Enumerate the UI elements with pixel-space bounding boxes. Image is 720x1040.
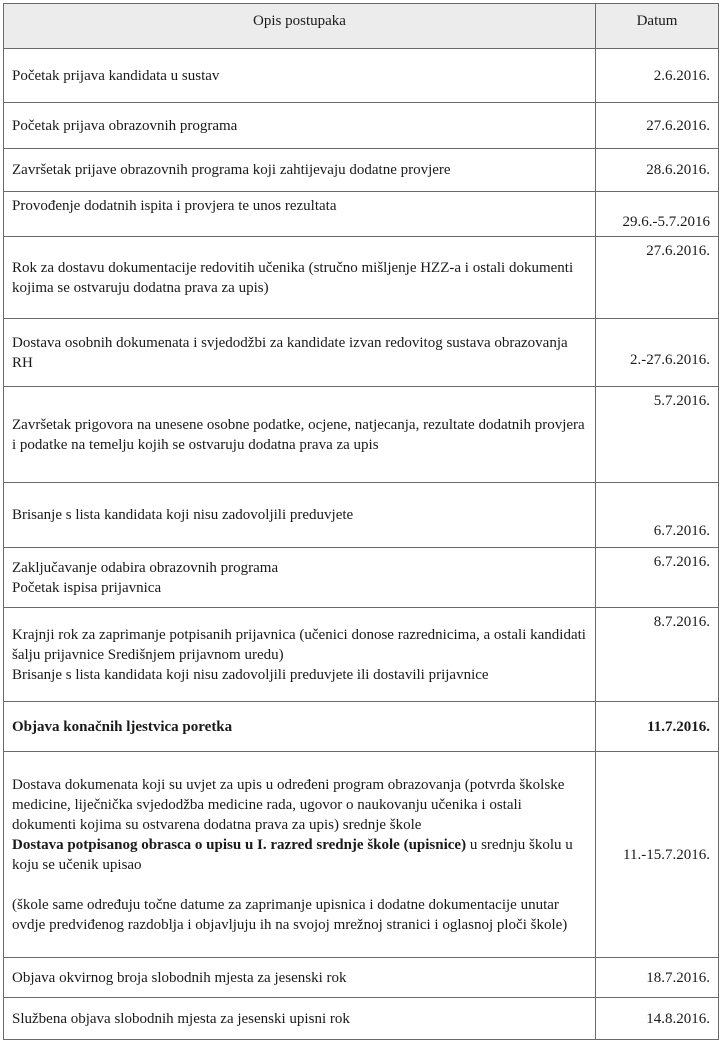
row-date: 29.6.-5.7.2016 (596, 192, 719, 237)
table-row (4, 958, 719, 998)
row-date: 14.8.2016. (596, 998, 719, 1040)
row-description: Objava konačnih ljestvica poretka (4, 702, 596, 752)
table-row (4, 608, 719, 702)
row-date: 27.6.2016. (596, 237, 719, 319)
row-date: 6.7.2016. (596, 483, 719, 548)
table-row (4, 319, 719, 387)
row-date: 11.7.2016. (596, 702, 719, 752)
row-description: Provođenje dodatnih ispita i provjera te unos rezultata (4, 192, 596, 237)
table-row (4, 483, 719, 548)
schedule-table (3, 3, 719, 1040)
row-date: 2.-27.6.2016. (596, 319, 719, 387)
row-description-note: (škole same određuju točne datume za zaprimanje upisnica i dodatne dokumentacije unutar ovdje predviđenog razdoblja i objavljuju ih na svojoj mrežnoj stranici i oglasnoj ploči škole) (12, 896, 568, 933)
row-description-line: Zaključavanje odabira obrazovnih programa (12, 559, 279, 576)
table-row (4, 998, 719, 1040)
row-description-line (12, 835, 587, 875)
row-description-line: Početak ispisa prijavnica (12, 579, 162, 596)
row-description (4, 608, 596, 702)
row-date: 27.6.2016. (596, 103, 719, 149)
row-description-tail: u srednju školu u koju se učenik upisao (12, 836, 573, 873)
row-date: 2.6.2016. (596, 49, 719, 103)
row-description: Početak prijava kandidata u sustav (4, 49, 596, 103)
row-description-bold: Dostava potpisanog obrasca o upisu u I. razred srednje škole (upisnice) (12, 836, 467, 853)
table-row (4, 103, 719, 149)
row-description: Brisanje s lista kandidata koji nisu zadovoljili preduvjete (4, 483, 596, 548)
table-row (4, 548, 719, 608)
row-description-line: Krajnji rok za zaprimanje potpisanih prijavnica (učenici donose razrednicima, a ostali kandidati šalju prijavnice Središnjem prijavnom uredu) (12, 626, 586, 663)
row-date: 5.7.2016. (596, 387, 719, 483)
row-description (4, 752, 596, 958)
row-description: Službena objava slobodnih mjesta za jesenski upisni rok (4, 998, 596, 1040)
row-description: Objava okvirnog broja slobodnih mjesta za jesenski rok (4, 958, 596, 998)
row-description: Dostava osobnih dokumenata i svjedodžbi za kandidate izvan redovitog sustava obrazovanja RH (4, 319, 596, 387)
row-description-line: Dostava dokumenata koji su uvjet za upis u određeni program obrazovanja (potvrda školske medicine, liječnička svjedodžba medicine rada, ugovor o naukovanju učenika i ostali dokumenti kojima su ostvarena dodatna prava za upis) srednje škole (12, 776, 565, 833)
row-date: 11.-15.7.2016. (596, 752, 719, 958)
row-description: Rok za dostavu dokumentacije redovitih učenika (stručno mišljenje HZZ-a i ostali dokumenti kojima se ostvaruju dodatna prava za upis) (4, 237, 596, 319)
table-header-row (4, 4, 719, 49)
row-description: Početak prijava obrazovnih programa (4, 103, 596, 149)
row-date: 8.7.2016. (596, 608, 719, 702)
table-row (4, 752, 719, 958)
row-description: Završetak prijave obrazovnih programa koji zahtijevaju dodatne provjere (4, 149, 596, 192)
table-row (4, 192, 719, 237)
table-row (4, 49, 719, 103)
table-row (4, 149, 719, 192)
table-row (4, 387, 719, 483)
row-date: 6.7.2016. (596, 548, 719, 608)
table-row-highlight (4, 702, 719, 752)
row-description: Završetak prigovora na unesene osobne podatke, ocjene, natjecanja, rezultate dodatnih provjera i podatke na temelju kojih se ostvaruju dodatna prava za upis (4, 387, 596, 483)
table-row (4, 237, 719, 319)
header-description: Opis postupaka (4, 4, 596, 49)
row-date: 28.6.2016. (596, 149, 719, 192)
header-date: Datum (596, 4, 719, 49)
row-date: 18.7.2016. (596, 958, 719, 998)
row-description (4, 548, 596, 608)
row-description-line: Brisanje s lista kandidata koji nisu zadovoljili preduvjete ili dostavili prijavnice (12, 666, 489, 683)
